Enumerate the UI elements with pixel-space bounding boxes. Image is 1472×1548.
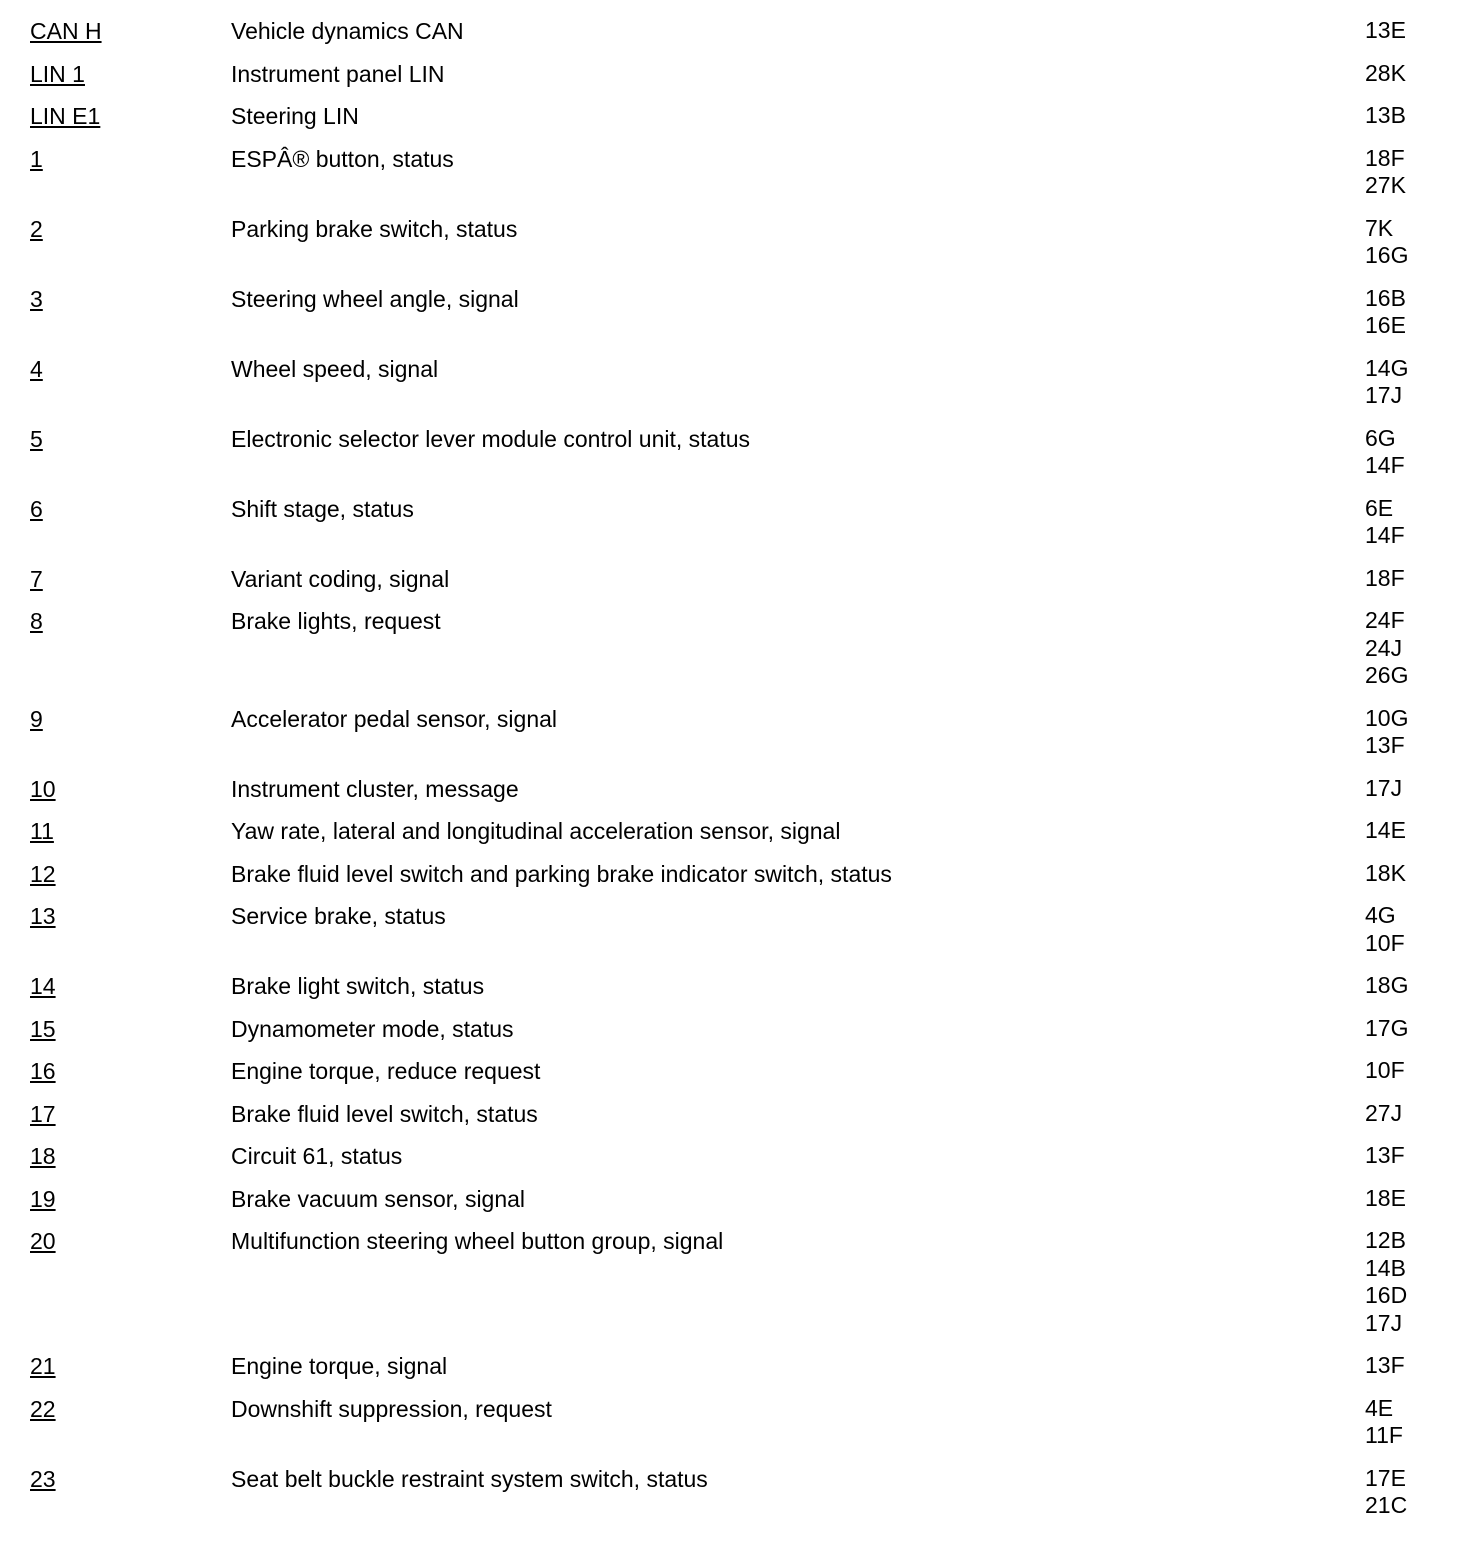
legend-code-link[interactable]: 23 [30,1465,56,1492]
legend-description: Electronic selector lever module control unit, status [231,425,751,452]
legend-code-link[interactable]: 13 [30,903,56,929]
grid-reference: 17J [1365,382,1403,408]
grid-reference: 14E [1365,817,1406,843]
legend-description: Circuit 61, status [231,1143,403,1169]
legend-row [0,1142,1472,1185]
legend-description: Yaw rate, lateral and longitudinal acceleration sensor, signal [231,818,841,844]
grid-reference: 27K [1365,172,1406,198]
grid-reference-list [1365,17,1406,45]
legend-description: Dynamometer mode, status [231,1015,514,1042]
grid-reference-list [1365,425,1405,480]
grid-reference-list [1365,355,1408,410]
grid-reference: 7K [1365,214,1394,241]
legend-row [0,1227,1472,1352]
grid-reference: 13B [1365,102,1406,128]
grid-reference-list [1365,705,1408,760]
legend-description: Wheel speed, signal [231,355,439,382]
legend-row [0,102,1472,145]
legend-code-link[interactable]: 8 [30,608,43,634]
legend-row [0,355,1472,425]
grid-reference: 14F [1365,452,1405,478]
grid-reference: 10G [1365,704,1409,731]
legend-description: Brake light switch, status [231,973,485,999]
grid-reference: 13F [1365,1142,1405,1168]
grid-reference: 10F [1365,1057,1405,1083]
grid-reference: 18F [1365,144,1405,171]
grid-reference: 16E [1365,312,1406,338]
legend-description: Brake vacuum sensor, signal [231,1185,526,1212]
grid-reference: 4E [1365,1394,1394,1421]
grid-reference: 16G [1365,242,1409,268]
legend-description: Instrument panel LIN [231,60,445,87]
legend-code-link[interactable]: LIN E1 [30,103,101,129]
grid-reference: 21C [1365,1492,1408,1518]
grid-reference: 27J [1365,1099,1403,1126]
grid-reference-list [1365,902,1405,957]
grid-reference: 24F [1365,607,1405,633]
legend-code-link[interactable]: 14 [30,973,56,999]
grid-reference-list [1365,215,1408,270]
legend-row [0,215,1472,285]
grid-reference: 17G [1365,1014,1409,1041]
legend-row [0,607,1472,705]
grid-reference: 4G [1365,902,1396,928]
legend-code-link[interactable]: 17 [30,1100,56,1127]
legend-description: Engine torque, reduce request [231,1058,541,1084]
grid-reference-list [1365,495,1405,550]
grid-reference-list [1365,285,1406,340]
grid-reference: 18K [1365,859,1406,886]
legend-code-link[interactable]: CAN H [30,18,102,44]
grid-reference-list [1365,1227,1407,1337]
grid-reference: 17J [1365,774,1403,801]
legend-code-link[interactable]: 9 [30,705,43,732]
grid-reference: 17J [1365,1309,1403,1336]
legend-row [0,1465,1472,1535]
legend-description: Variant coding, signal [231,565,450,592]
legend-code-link[interactable]: 2 [30,215,43,242]
grid-reference-list [1365,860,1406,888]
legend-code-link[interactable]: 16 [30,1058,56,1084]
legend-description: Parking brake switch, status [231,215,518,242]
grid-reference-list [1365,1057,1405,1085]
grid-reference: 26G [1365,662,1409,688]
legend-row [0,817,1472,860]
grid-reference-list [1365,775,1402,803]
legend-code-link[interactable]: 1 [30,145,43,172]
grid-reference: 12B [1365,1227,1406,1253]
legend-row [0,17,1472,60]
legend-description: Accelerator pedal sensor, signal [231,705,558,732]
legend-row [0,902,1472,972]
grid-reference: 6E [1365,494,1394,521]
grid-reference: 13E [1365,17,1406,43]
legend-code-link[interactable]: 10 [30,775,56,802]
legend-row [0,565,1472,608]
grid-reference-list [1365,1395,1403,1450]
grid-reference: 13F [1365,1352,1405,1378]
legend-row [0,425,1472,495]
legend-description: Vehicle dynamics CAN [231,18,464,44]
grid-reference: 16D [1365,1282,1408,1308]
legend-description: Steering LIN [231,103,359,129]
grid-reference-list [1365,1185,1406,1213]
grid-reference: 14B [1365,1254,1406,1281]
legend-row [0,1185,1472,1228]
legend-row [0,495,1472,565]
grid-reference: 16B [1365,284,1406,311]
legend-code-link[interactable]: 20 [30,1228,56,1254]
grid-reference: 28K [1365,59,1406,86]
grid-reference: 18F [1365,564,1405,591]
legend-description: Downshift suppression, request [231,1395,552,1422]
legend-row [0,775,1472,818]
legend-code-link[interactable]: 11 [30,818,54,844]
legend-description: Steering wheel angle, signal [231,285,519,312]
legend-description: Engine torque, signal [231,1353,448,1379]
legend-description: ESPÂ® button, status [231,145,454,172]
legend-row [0,1395,1472,1465]
legend-code-link[interactable]: 5 [30,425,43,452]
grid-reference-list [1365,607,1408,690]
grid-reference-list [1365,102,1406,130]
legend-description: Instrument cluster, message [231,775,519,802]
legend-row [0,145,1472,215]
legend-code-link[interactable]: LIN 1 [30,60,85,87]
grid-reference-list [1365,1465,1407,1520]
legend-code-link[interactable]: 19 [30,1185,56,1212]
legend-code-link[interactable]: 7 [30,565,43,592]
legend-description: Service brake, status [231,903,446,929]
legend-row [0,285,1472,355]
legend-row [0,860,1472,903]
legend-row [0,60,1472,103]
legend-description: Brake fluid level switch and parking brake indicator switch, status [231,860,892,887]
grid-reference: 11F [1365,1422,1403,1448]
grid-reference: 18G [1365,972,1409,998]
grid-reference-list [1365,1100,1402,1128]
signal-legend-table [0,17,1472,1535]
legend-code-link[interactable]: 21 [30,1353,56,1379]
legend-row [0,705,1472,775]
grid-reference-list [1365,145,1406,200]
legend-row [0,1015,1472,1058]
legend-description: Brake lights, request [231,608,441,634]
grid-reference: 14G [1365,354,1409,381]
legend-code-link[interactable]: 6 [30,495,43,522]
grid-reference-list [1365,565,1405,593]
legend-row [0,972,1472,1015]
grid-reference-list [1365,1015,1408,1043]
grid-reference-list [1365,817,1406,845]
grid-reference: 6G [1365,424,1396,451]
legend-row [0,1057,1472,1100]
legend-description: Shift stage, status [231,495,414,522]
grid-reference: 17E [1365,1464,1406,1491]
legend-code-link[interactable]: 12 [30,860,56,887]
grid-reference: 24J [1365,634,1403,661]
legend-code-link[interactable]: 22 [30,1395,56,1422]
legend-code-link[interactable]: 4 [30,355,43,382]
grid-reference: 14F [1365,522,1405,548]
legend-description: Seat belt buckle restraint system switch, status [231,1465,708,1492]
grid-reference-list [1365,60,1406,88]
grid-reference-list [1365,1352,1405,1380]
legend-row [0,1352,1472,1395]
grid-reference-list [1365,972,1408,1000]
grid-reference: 18E [1365,1184,1406,1211]
legend-description: Brake fluid level switch, status [231,1100,538,1127]
legend-code-link[interactable]: 15 [30,1015,56,1042]
legend-description: Multifunction steering wheel button group, signal [231,1228,724,1254]
legend-code-link[interactable]: 3 [30,285,43,312]
grid-reference-list [1365,1142,1405,1170]
legend-row [0,1100,1472,1143]
grid-reference: 10F [1365,929,1405,956]
legend-code-link[interactable]: 18 [30,1143,56,1169]
grid-reference: 13F [1365,732,1405,758]
